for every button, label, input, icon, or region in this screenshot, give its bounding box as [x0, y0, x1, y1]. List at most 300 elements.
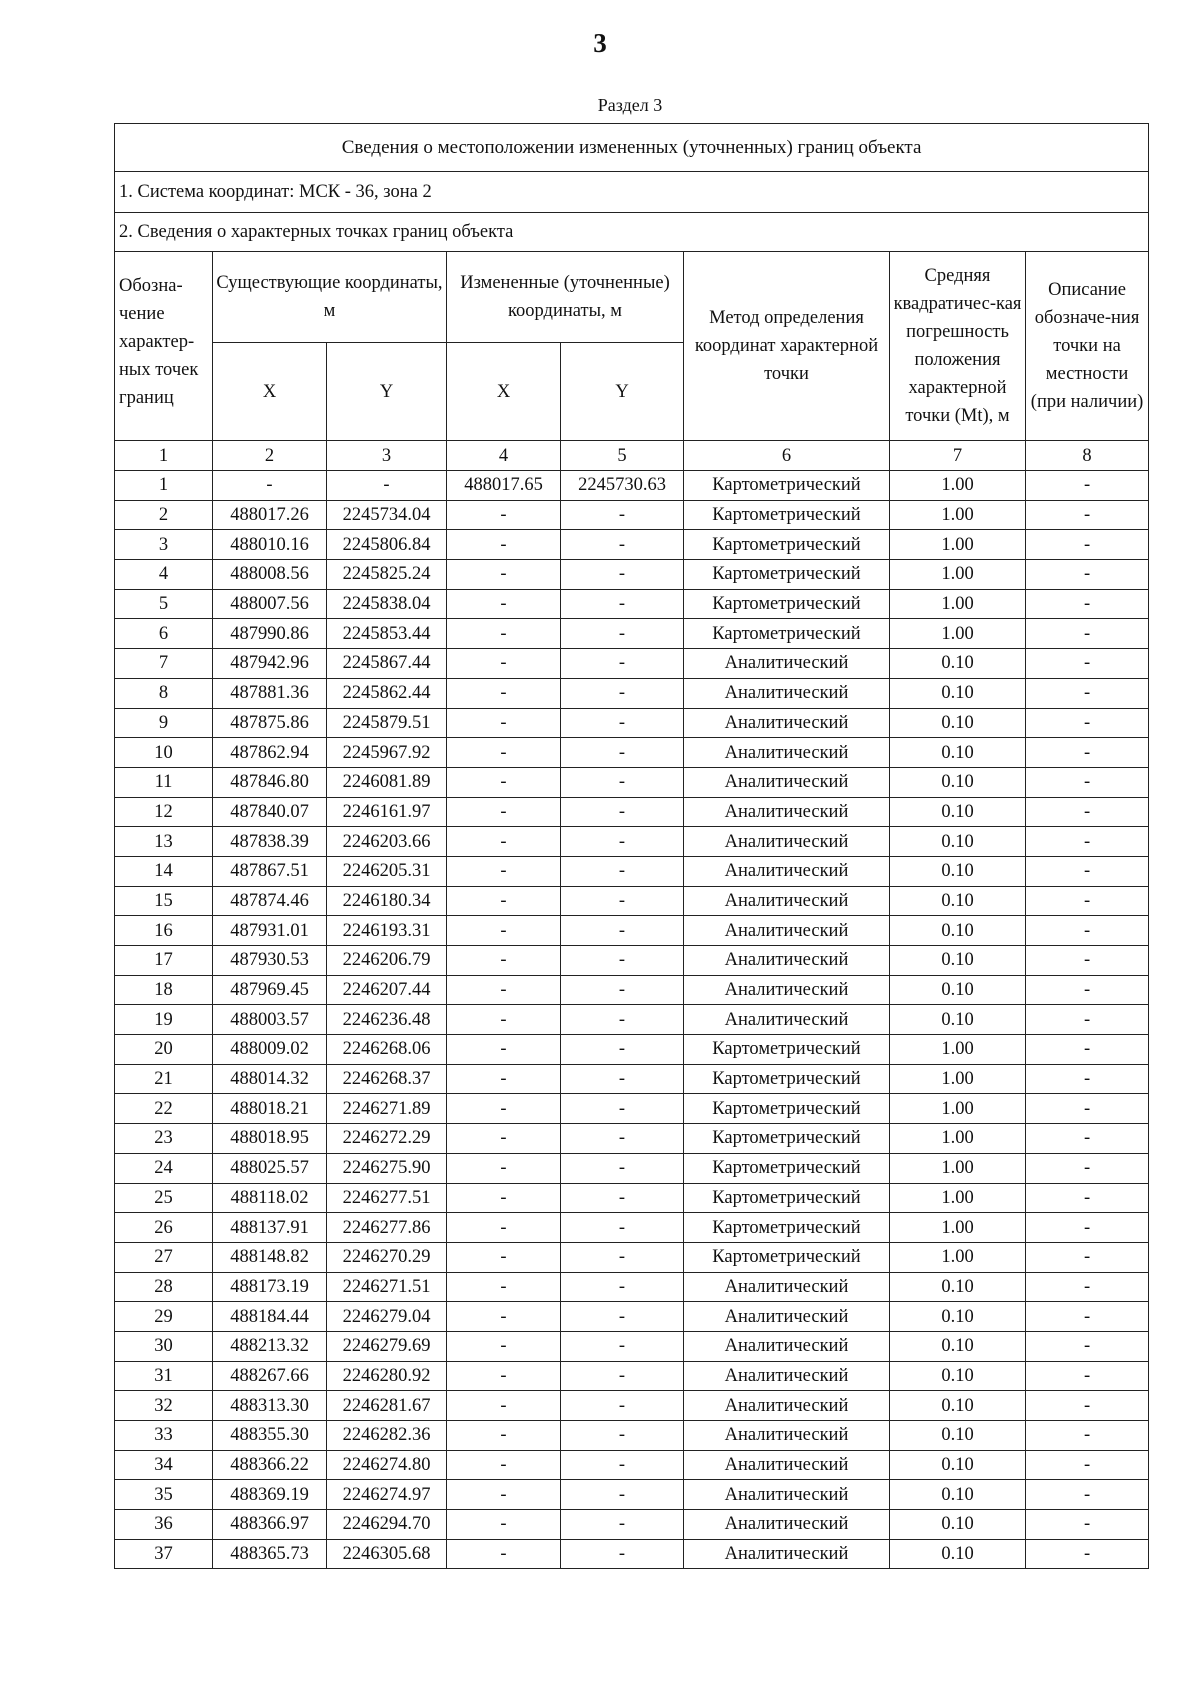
- error-cell: 0.10: [890, 797, 1026, 827]
- point-id-cell: 33: [115, 1421, 213, 1451]
- error-cell: 0.10: [890, 1510, 1026, 1540]
- point-id-cell: 25: [115, 1183, 213, 1213]
- changed-x-cell: -: [447, 1005, 561, 1035]
- existing-y-cell: 2246281.67: [327, 1391, 447, 1421]
- existing-x-cell: 488148.82: [213, 1242, 327, 1272]
- existing-x-cell: 488017.26: [213, 500, 327, 530]
- description-cell: -: [1026, 886, 1149, 916]
- existing-x-cell: 488007.56: [213, 589, 327, 619]
- method-cell: Аналитический: [684, 827, 890, 857]
- table-row: [115, 827, 1149, 857]
- changed-x-cell: -: [447, 856, 561, 886]
- table-row: [115, 471, 1149, 501]
- boundary-points-table: [114, 123, 1149, 1569]
- existing-x-cell: 488366.97: [213, 1510, 327, 1540]
- existing-x-cell: 488173.19: [213, 1272, 327, 1302]
- error-cell: 0.10: [890, 708, 1026, 738]
- changed-y-cell: -: [561, 1421, 684, 1451]
- description-cell: -: [1026, 767, 1149, 797]
- table-row: [115, 1005, 1149, 1035]
- changed-y-cell: -: [561, 1539, 684, 1569]
- changed-y-cell: -: [561, 1480, 684, 1510]
- changed-y-cell: -: [561, 1272, 684, 1302]
- existing-x-cell: 488366.22: [213, 1450, 327, 1480]
- existing-y-cell: 2246193.31: [327, 916, 447, 946]
- changed-x-cell: 488017.65: [447, 471, 561, 501]
- table-row: [115, 1539, 1149, 1569]
- existing-y-cell: 2246279.04: [327, 1302, 447, 1332]
- existing-y-cell: 2246207.44: [327, 975, 447, 1005]
- changed-y-cell: -: [561, 1035, 684, 1065]
- error-cell: 0.10: [890, 975, 1026, 1005]
- method-cell: Аналитический: [684, 1391, 890, 1421]
- method-cell: Аналитический: [684, 1361, 890, 1391]
- method-cell: Картометрический: [684, 1064, 890, 1094]
- description-cell: -: [1026, 1510, 1149, 1540]
- method-cell: Аналитический: [684, 708, 890, 738]
- point-id-cell: 31: [115, 1361, 213, 1391]
- changed-y-cell: -: [561, 619, 684, 649]
- description-cell: -: [1026, 797, 1149, 827]
- changed-x-cell: -: [447, 1153, 561, 1183]
- changed-y-cell: -: [561, 1361, 684, 1391]
- header-changed-x: X: [447, 343, 561, 441]
- method-cell: Аналитический: [684, 649, 890, 679]
- table-row: [115, 1450, 1149, 1480]
- error-cell: 0.10: [890, 1480, 1026, 1510]
- error-cell: 1.00: [890, 1064, 1026, 1094]
- table-row: [115, 1213, 1149, 1243]
- existing-y-cell: 2246161.97: [327, 797, 447, 827]
- changed-x-cell: -: [447, 560, 561, 590]
- description-cell: -: [1026, 1064, 1149, 1094]
- table-row: [115, 886, 1149, 916]
- point-id-cell: 30: [115, 1331, 213, 1361]
- existing-y-cell: 2245967.92: [327, 738, 447, 768]
- existing-y-cell: 2246271.89: [327, 1094, 447, 1124]
- error-cell: 1.00: [890, 530, 1026, 560]
- changed-x-cell: -: [447, 1094, 561, 1124]
- error-cell: 0.10: [890, 1005, 1026, 1035]
- error-cell: 0.10: [890, 649, 1026, 679]
- existing-x-cell: 488025.57: [213, 1153, 327, 1183]
- changed-y-cell: -: [561, 1153, 684, 1183]
- table-row: [115, 856, 1149, 886]
- column-number: 3: [327, 441, 447, 471]
- changed-y-cell: -: [561, 1064, 684, 1094]
- error-cell: 1.00: [890, 1035, 1026, 1065]
- changed-x-cell: -: [447, 1510, 561, 1540]
- existing-y-cell: 2246282.36: [327, 1421, 447, 1451]
- description-cell: -: [1026, 1302, 1149, 1332]
- description-cell: -: [1026, 1391, 1149, 1421]
- existing-y-cell: 2246274.97: [327, 1480, 447, 1510]
- changed-x-cell: -: [447, 946, 561, 976]
- error-cell: 1.00: [890, 1183, 1026, 1213]
- existing-x-cell: 488018.21: [213, 1094, 327, 1124]
- point-id-cell: 4: [115, 560, 213, 590]
- changed-y-cell: -: [561, 1450, 684, 1480]
- description-cell: -: [1026, 678, 1149, 708]
- error-cell: 1.00: [890, 1242, 1026, 1272]
- point-id-cell: 19: [115, 1005, 213, 1035]
- existing-y-cell: 2245838.04: [327, 589, 447, 619]
- point-id-cell: 3: [115, 530, 213, 560]
- error-cell: 1.00: [890, 589, 1026, 619]
- existing-y-cell: 2246280.92: [327, 1361, 447, 1391]
- description-cell: -: [1026, 1094, 1149, 1124]
- header-changed-y: Y: [561, 343, 684, 441]
- existing-x-cell: 488118.02: [213, 1183, 327, 1213]
- table-row: [115, 1035, 1149, 1065]
- point-id-cell: 29: [115, 1302, 213, 1332]
- header-existing-y: Y: [327, 343, 447, 441]
- changed-y-cell: -: [561, 856, 684, 886]
- changed-x-cell: -: [447, 589, 561, 619]
- description-cell: -: [1026, 589, 1149, 619]
- table-row: [115, 1094, 1149, 1124]
- description-cell: -: [1026, 1331, 1149, 1361]
- method-cell: Картометрический: [684, 1183, 890, 1213]
- point-id-cell: 2: [115, 500, 213, 530]
- description-cell: -: [1026, 649, 1149, 679]
- error-cell: 1.00: [890, 1213, 1026, 1243]
- existing-y-cell: -: [327, 471, 447, 501]
- method-cell: Аналитический: [684, 1421, 890, 1451]
- existing-x-cell: 487840.07: [213, 797, 327, 827]
- point-id-cell: 35: [115, 1480, 213, 1510]
- table-row: [115, 1331, 1149, 1361]
- changed-x-cell: -: [447, 1183, 561, 1213]
- table-row: [115, 1510, 1149, 1540]
- point-id-cell: 36: [115, 1510, 213, 1540]
- header-error: Средняя квадратичес-кая погрешность положения характерной точки (Mt), м: [890, 252, 1026, 441]
- table-row: [115, 589, 1149, 619]
- description-cell: -: [1026, 975, 1149, 1005]
- existing-y-cell: 2246305.68: [327, 1539, 447, 1569]
- changed-y-cell: -: [561, 1331, 684, 1361]
- changed-y-cell: -: [561, 916, 684, 946]
- table-row: [115, 946, 1149, 976]
- column-number: 7: [890, 441, 1026, 471]
- existing-y-cell: 2246271.51: [327, 1272, 447, 1302]
- method-cell: Аналитический: [684, 767, 890, 797]
- existing-x-cell: 488009.02: [213, 1035, 327, 1065]
- point-id-cell: 18: [115, 975, 213, 1005]
- method-cell: Картометрический: [684, 500, 890, 530]
- existing-y-cell: 2246294.70: [327, 1510, 447, 1540]
- point-id-cell: 14: [115, 856, 213, 886]
- existing-x-cell: 488018.95: [213, 1124, 327, 1154]
- method-cell: Картометрический: [684, 1124, 890, 1154]
- table-row: [115, 708, 1149, 738]
- existing-y-cell: 2246236.48: [327, 1005, 447, 1035]
- changed-y-cell: -: [561, 738, 684, 768]
- point-id-cell: 12: [115, 797, 213, 827]
- description-cell: -: [1026, 946, 1149, 976]
- changed-x-cell: -: [447, 1391, 561, 1421]
- changed-x-cell: -: [447, 1361, 561, 1391]
- changed-x-cell: -: [447, 916, 561, 946]
- existing-y-cell: 2246279.69: [327, 1331, 447, 1361]
- points-info: 2. Сведения о характерных точках границ объекта: [115, 213, 1149, 252]
- changed-y-cell: -: [561, 767, 684, 797]
- point-id-cell: 9: [115, 708, 213, 738]
- existing-x-cell: 488003.57: [213, 1005, 327, 1035]
- column-number: 8: [1026, 441, 1149, 471]
- point-id-cell: 15: [115, 886, 213, 916]
- changed-x-cell: -: [447, 1450, 561, 1480]
- changed-y-cell: -: [561, 1124, 684, 1154]
- header-existing-x: X: [213, 343, 327, 441]
- error-cell: 1.00: [890, 1153, 1026, 1183]
- error-cell: 0.10: [890, 916, 1026, 946]
- description-cell: -: [1026, 1153, 1149, 1183]
- table-row: [115, 738, 1149, 768]
- point-id-cell: 20: [115, 1035, 213, 1065]
- existing-x-cell: 487942.96: [213, 649, 327, 679]
- table-row: [115, 1124, 1149, 1154]
- column-number: 1: [115, 441, 213, 471]
- changed-x-cell: -: [447, 975, 561, 1005]
- method-cell: Картометрический: [684, 560, 890, 590]
- table-row: [115, 560, 1149, 590]
- changed-y-cell: -: [561, 1510, 684, 1540]
- existing-x-cell: 488313.30: [213, 1391, 327, 1421]
- error-cell: 0.10: [890, 1421, 1026, 1451]
- description-cell: -: [1026, 1421, 1149, 1451]
- method-cell: Аналитический: [684, 1539, 890, 1569]
- changed-x-cell: -: [447, 500, 561, 530]
- description-cell: -: [1026, 560, 1149, 590]
- column-number: 5: [561, 441, 684, 471]
- existing-x-cell: 487867.51: [213, 856, 327, 886]
- error-cell: 0.10: [890, 738, 1026, 768]
- table-row: [115, 797, 1149, 827]
- changed-x-cell: -: [447, 886, 561, 916]
- changed-x-cell: -: [447, 1064, 561, 1094]
- description-cell: -: [1026, 1361, 1149, 1391]
- changed-x-cell: -: [447, 1480, 561, 1510]
- description-cell: -: [1026, 1035, 1149, 1065]
- point-id-cell: 1: [115, 471, 213, 501]
- existing-x-cell: 488010.16: [213, 530, 327, 560]
- point-id-cell: 28: [115, 1272, 213, 1302]
- header-method: Метод определения координат характерной точки: [684, 252, 890, 441]
- point-id-cell: 34: [115, 1450, 213, 1480]
- existing-x-cell: 488369.19: [213, 1480, 327, 1510]
- error-cell: 1.00: [890, 560, 1026, 590]
- changed-y-cell: -: [561, 1005, 684, 1035]
- method-cell: Аналитический: [684, 856, 890, 886]
- point-id-cell: 21: [115, 1064, 213, 1094]
- table-row: [115, 1064, 1149, 1094]
- error-cell: 0.10: [890, 1331, 1026, 1361]
- method-cell: Аналитический: [684, 1450, 890, 1480]
- table-row: [115, 649, 1149, 679]
- point-id-cell: 32: [115, 1391, 213, 1421]
- error-cell: 0.10: [890, 1272, 1026, 1302]
- error-cell: 0.10: [890, 767, 1026, 797]
- error-cell: 0.10: [890, 856, 1026, 886]
- existing-x-cell: 487990.86: [213, 619, 327, 649]
- changed-y-cell: -: [561, 827, 684, 857]
- method-cell: Аналитический: [684, 678, 890, 708]
- error-cell: 0.10: [890, 678, 1026, 708]
- table-title: Сведения о местоположении измененных (уточненных) границ объекта: [115, 124, 1149, 172]
- existing-y-cell: 2246180.34: [327, 886, 447, 916]
- method-cell: Аналитический: [684, 916, 890, 946]
- point-id-cell: 5: [115, 589, 213, 619]
- point-id-cell: 13: [115, 827, 213, 857]
- existing-x-cell: 487875.86: [213, 708, 327, 738]
- description-cell: -: [1026, 708, 1149, 738]
- table-row: [115, 1361, 1149, 1391]
- table-row: [115, 1391, 1149, 1421]
- description-cell: -: [1026, 1480, 1149, 1510]
- table-row: [115, 1302, 1149, 1332]
- changed-x-cell: -: [447, 708, 561, 738]
- changed-y-cell: -: [561, 797, 684, 827]
- method-cell: Аналитический: [684, 886, 890, 916]
- point-id-cell: 23: [115, 1124, 213, 1154]
- error-cell: 1.00: [890, 1094, 1026, 1124]
- existing-x-cell: 488008.56: [213, 560, 327, 590]
- existing-y-cell: 2245853.44: [327, 619, 447, 649]
- description-cell: -: [1026, 827, 1149, 857]
- point-id-cell: 7: [115, 649, 213, 679]
- existing-y-cell: 2246274.80: [327, 1450, 447, 1480]
- description-cell: -: [1026, 471, 1149, 501]
- method-cell: Картометрический: [684, 619, 890, 649]
- method-cell: Аналитический: [684, 1272, 890, 1302]
- existing-y-cell: 2246272.29: [327, 1124, 447, 1154]
- existing-y-cell: 2245867.44: [327, 649, 447, 679]
- changed-y-cell: -: [561, 500, 684, 530]
- description-cell: -: [1026, 738, 1149, 768]
- method-cell: Картометрический: [684, 1213, 890, 1243]
- method-cell: Картометрический: [684, 471, 890, 501]
- error-cell: 0.10: [890, 946, 1026, 976]
- table-row: [115, 500, 1149, 530]
- changed-x-cell: -: [447, 827, 561, 857]
- changed-x-cell: -: [447, 1124, 561, 1154]
- existing-y-cell: 2246206.79: [327, 946, 447, 976]
- changed-x-cell: -: [447, 678, 561, 708]
- table-row: [115, 1480, 1149, 1510]
- existing-y-cell: 2246268.06: [327, 1035, 447, 1065]
- column-number: 6: [684, 441, 890, 471]
- existing-x-cell: 488137.91: [213, 1213, 327, 1243]
- header-changed-coords: Измененные (уточненные) координаты, м: [447, 252, 684, 343]
- method-cell: Картометрический: [684, 1035, 890, 1065]
- description-cell: -: [1026, 1005, 1149, 1035]
- changed-x-cell: -: [447, 1035, 561, 1065]
- changed-x-cell: -: [447, 767, 561, 797]
- description-cell: -: [1026, 530, 1149, 560]
- point-id-cell: 26: [115, 1213, 213, 1243]
- error-cell: 1.00: [890, 500, 1026, 530]
- existing-x-cell: 487846.80: [213, 767, 327, 797]
- point-id-cell: 17: [115, 946, 213, 976]
- description-cell: -: [1026, 1539, 1149, 1569]
- method-cell: Аналитический: [684, 946, 890, 976]
- existing-y-cell: 2245862.44: [327, 678, 447, 708]
- existing-x-cell: -: [213, 471, 327, 501]
- error-cell: 0.10: [890, 1539, 1026, 1569]
- point-id-cell: 10: [115, 738, 213, 768]
- method-cell: Картометрический: [684, 589, 890, 619]
- column-numbers-row: [115, 441, 1149, 471]
- existing-y-cell: 2246270.29: [327, 1242, 447, 1272]
- changed-x-cell: -: [447, 1272, 561, 1302]
- existing-x-cell: 487862.94: [213, 738, 327, 768]
- column-number: 4: [447, 441, 561, 471]
- existing-y-cell: 2245806.84: [327, 530, 447, 560]
- table-row: [115, 619, 1149, 649]
- changed-x-cell: -: [447, 530, 561, 560]
- existing-y-cell: 2246081.89: [327, 767, 447, 797]
- description-cell: -: [1026, 916, 1149, 946]
- existing-x-cell: 487881.36: [213, 678, 327, 708]
- method-cell: Картометрический: [684, 530, 890, 560]
- method-cell: Аналитический: [684, 1510, 890, 1540]
- existing-x-cell: 488365.73: [213, 1539, 327, 1569]
- existing-x-cell: 488355.30: [213, 1421, 327, 1451]
- page-number: 3: [593, 28, 607, 58]
- table-row: [115, 530, 1149, 560]
- column-number: 2: [213, 441, 327, 471]
- coord-system: 1. Система координат: МСК - 36, зона 2: [115, 172, 1149, 213]
- existing-y-cell: 2245825.24: [327, 560, 447, 590]
- header-existing-coords: Существующие координаты, м: [213, 252, 447, 343]
- method-cell: Картометрический: [684, 1242, 890, 1272]
- existing-y-cell: 2246277.51: [327, 1183, 447, 1213]
- point-id-cell: 6: [115, 619, 213, 649]
- error-cell: 0.10: [890, 827, 1026, 857]
- changed-y-cell: -: [561, 886, 684, 916]
- description-cell: -: [1026, 1124, 1149, 1154]
- existing-x-cell: 487838.39: [213, 827, 327, 857]
- existing-y-cell: 2246203.66: [327, 827, 447, 857]
- existing-x-cell: 487931.01: [213, 916, 327, 946]
- changed-y-cell: -: [561, 975, 684, 1005]
- method-cell: Аналитический: [684, 1480, 890, 1510]
- existing-y-cell: 2246205.31: [327, 856, 447, 886]
- changed-y-cell: -: [561, 1094, 684, 1124]
- table-row: [115, 767, 1149, 797]
- existing-x-cell: 488267.66: [213, 1361, 327, 1391]
- method-cell: Аналитический: [684, 975, 890, 1005]
- description-cell: -: [1026, 619, 1149, 649]
- error-cell: 1.00: [890, 619, 1026, 649]
- description-cell: -: [1026, 1450, 1149, 1480]
- table-row: [115, 678, 1149, 708]
- method-cell: Аналитический: [684, 1302, 890, 1332]
- error-cell: 0.10: [890, 1302, 1026, 1332]
- description-cell: -: [1026, 1272, 1149, 1302]
- error-cell: 0.10: [890, 1391, 1026, 1421]
- existing-y-cell: 2246275.90: [327, 1153, 447, 1183]
- section-label: Раздел 3: [597, 95, 663, 115]
- changed-x-cell: -: [447, 619, 561, 649]
- point-id-cell: 11: [115, 767, 213, 797]
- method-cell: Аналитический: [684, 797, 890, 827]
- table-row: [115, 975, 1149, 1005]
- header-description: Описание обозначе-ния точки на местности (при наличии): [1026, 252, 1149, 441]
- changed-y-cell: -: [561, 708, 684, 738]
- point-id-cell: 37: [115, 1539, 213, 1569]
